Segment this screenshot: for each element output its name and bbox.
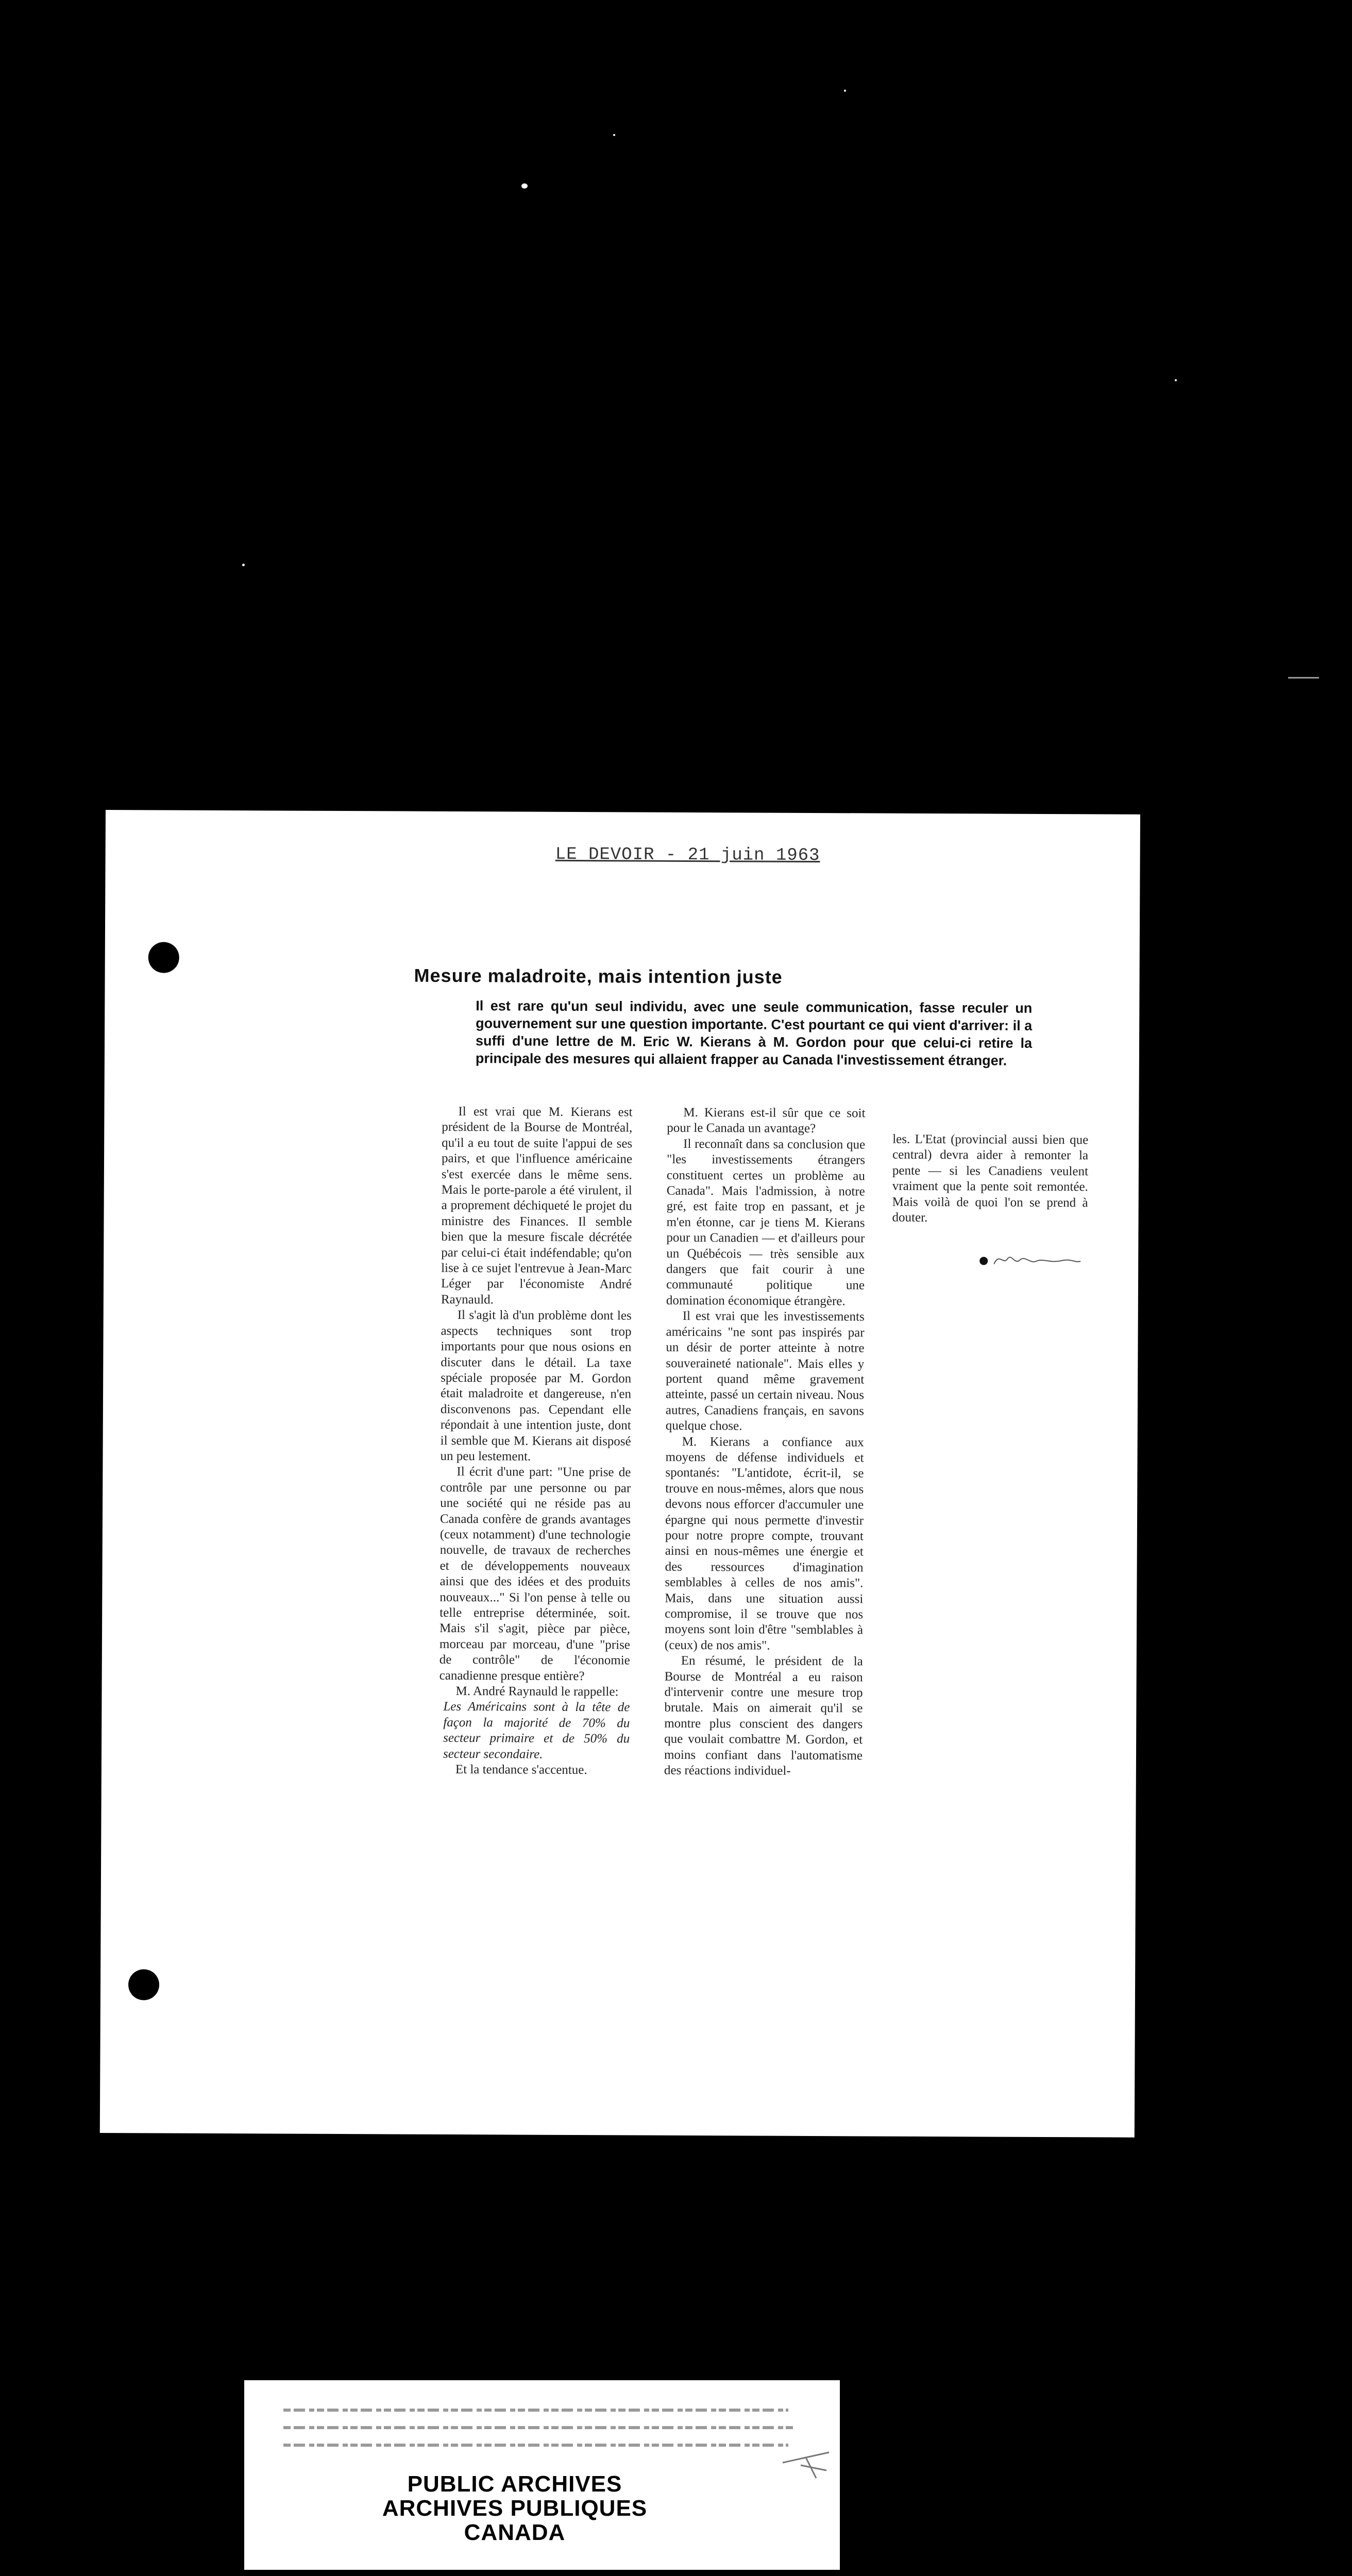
article-paragraph: En résumé, le président de la Bourse de Montréal a eu raison d'intervenir contre une mesure trop brutale. Mais on aimerait qu'il se montre plus conscient des dangers que voulait combattre M. Gordon, et moins confiant dans l'automatisme des réactions individuel-: [664, 1654, 863, 1778]
stamp-text: [337, 2472, 692, 2545]
stamp-line-public-archives: PUBLIC ARCHIVES: [407, 2471, 622, 2497]
article-paragraph: M. Kierans est-il sûr que ce soit pour le Canada un avantage?: [667, 1105, 866, 1136]
scan-speck: [242, 564, 245, 566]
document-page: [100, 810, 1140, 2138]
article-paragraph: Et la tendance s'accentue.: [455, 1762, 587, 1777]
masthead: LE DEVOIR - 21 juin 1963: [555, 844, 820, 866]
article-paragraph: les. L'Etat (provincial aussi bien que central) devra aider à remonter la pente — si les Canadiens veulent vraiment que la pente soit remontée. Mais voilà de quoi l'on se prend à douter.: [892, 1132, 1089, 1225]
punch-hole: [128, 1969, 159, 2000]
stamp-line-archives-publiques: ARCHIVES PUBLIQUES: [382, 2496, 648, 2521]
author-signature: [978, 1249, 1081, 1270]
article-paragraph: Il est vrai que M. Kierans est président de la Bourse de Montréal, qu'il a eu tout de suite l'appui de ses pairs, et que l'influence américaine s'est exercée dans le même sens. Mais le porte-parole a été virulent, il a proprement déchiqueté le projet du ministre des Finances. Il semble bien que la mesure fiscale décrétée par celui-ci était indéfendable; qu'on lise à ce sujet l'entrevue à Jean-Marc Léger par l'économiste André Raynauld.: [441, 1104, 633, 1307]
punch-hole: [148, 942, 179, 973]
article-paragraph: Il s'agit là d'un problème dont les aspects techniques sont trop importants pour que nous osions en discuter dans le détail. La taxe spéciale proposée par M. Gordon était maladroite et dangereuse, n'en disconvenons pas. Cependant elle répondait à une intention juste, dont il semble que M. Kierans ait disposé un peu lestement.: [440, 1308, 632, 1464]
archives-stamp: [244, 2380, 840, 2570]
lead-paragraph: Il est rare qu'un seul individu, avec une seule communication, fasse reculer un gouvernement sur une question importante. C'est pourtant ce qui vient d'arriver: il a suffi d'une lettre de M. Eric W. Kierans à M. Gordon pour que celui-ci retire la principale des mesures qui allaient frapper au Canada l'investissement étranger.: [475, 998, 1033, 1069]
article-column-1: [438, 1104, 632, 1950]
article-column-2: [663, 1105, 865, 1951]
article-paragraph: Il reconnaît dans sa conclusion que "les investissements étrangers constituent certes un problème au Canada". Mais l'admission, à notre gré, est faite trop en passant, et je m'en étonne, car je tiens M. Kierans pour un Canadien — et d'ailleurs pour un Québécois — très sensible aux dangers que fait courir à une communauté politique une domination économique étrangère.: [666, 1137, 866, 1309]
scan-speck: [613, 134, 615, 136]
scan-speck: [844, 90, 846, 92]
headline: Mesure maladroite, mais intention juste: [414, 964, 783, 988]
pen-mark: [780, 2442, 832, 2483]
faded-reference-text: [252, 2401, 799, 2461]
stamp-line-canada: CANADA: [464, 2520, 566, 2545]
article-paragraph: Il est vrai que les investissements américains "ne sont pas inspirés par un désir de porter atteinte à notre souveraineté nationale". Mais elles y portent quand même gravement atteinte, passé un certain niveau. Nous autres, Canadiens français, en savons quelque chose.: [665, 1309, 865, 1433]
article-quote: Les Américains sont à la tête de façon la majorité de 70% du secteur primaire et de 50% du secteur secondaire.: [443, 1700, 630, 1761]
scan-speck: [1288, 677, 1319, 679]
article-paragraph: M. Kierans a confiance aux moyens de défense individuels et spontanés: "L'antidote, écrit-il, se trouve en nous-mêmes, alors que nous devons nous efforcer d'accumuler une épargne qui nous permette d'investir pour notre propre compte, trouvant ainsi en nous-mêmes une énergie et des ressources d'imagination semblables à celles de nos amis". Mais, dans une situation aussi compromise, il se trouve que nos moyens sont loin d'être "semblables à (ceux) de nos amis".: [664, 1434, 864, 1653]
scan-speck: [521, 183, 528, 189]
scan-speck: [1175, 379, 1177, 381]
article-column-3: [892, 1132, 1088, 1267]
article-paragraph: M. André Raynauld le rappelle:: [455, 1684, 619, 1699]
article-paragraph: Il écrit d'une part: "Une prise de contrôle par une personne ou par une société qui ne réside pas au Canada confère de grands avantages (ceux notamment) d'une technologie nouvelle, de travaux de recherches et de développements nouveaux ainsi que des idées et des produits nouveaux..." Si l'on pense à telle ou telle entreprise déterminée, soit. Mais s'il s'agit, pièce par pièce, morceau par morceau, d'une "prise de contrôle" de l'économie canadienne presque entière?: [439, 1465, 631, 1683]
